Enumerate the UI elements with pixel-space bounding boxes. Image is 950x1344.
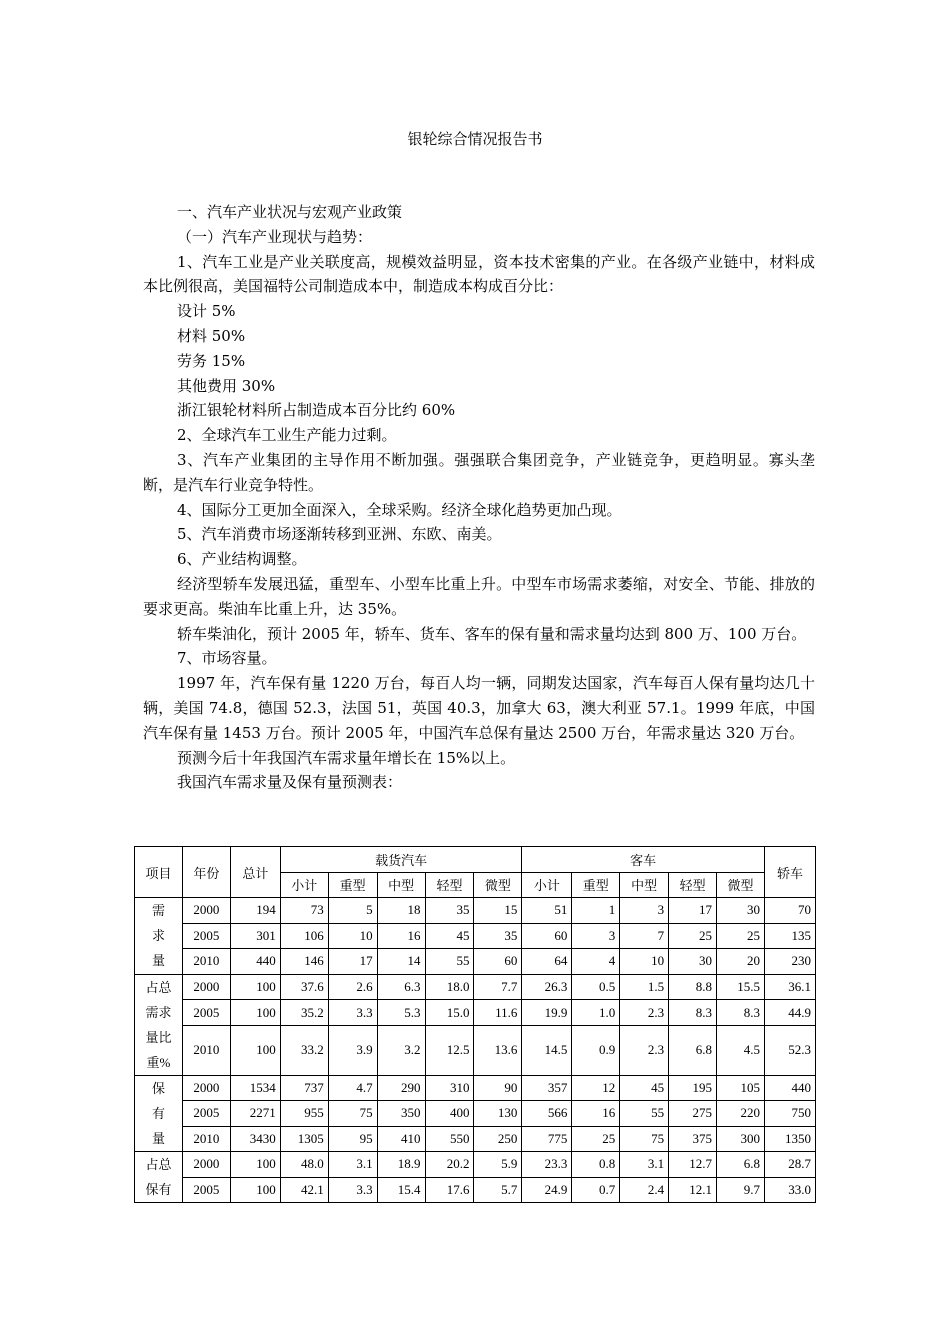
header-sub: 微型 bbox=[717, 872, 765, 898]
document-body bbox=[143, 200, 815, 795]
row-group-label-line: 需 bbox=[151, 903, 165, 919]
paragraph: 1997 年，汽车保有量 1220 万台，每百人均一辆，同期发达国家，汽车每百人保有量均达几十辆，美国 74.8，德国 52.3，法国 51，英国 40.3，加拿大 63，澳大利亚 57.1。1999 年底，中国汽车保有量 1453 万台。预计 2005 年，中国汽车总保有量达 2500 万台，年需求量达 320 万台。 bbox=[143, 674, 815, 742]
value-cell: 36.1 bbox=[764, 974, 815, 1000]
value-cell: 25 bbox=[717, 923, 765, 949]
value-cell: 3.2 bbox=[377, 1026, 425, 1076]
value-cell: 230 bbox=[764, 949, 815, 975]
value-cell: 100 bbox=[230, 974, 280, 1000]
value-cell: 1350 bbox=[764, 1126, 815, 1152]
value-cell: 60 bbox=[522, 923, 572, 949]
value-cell: 25 bbox=[572, 1126, 620, 1152]
header-total: 总计 bbox=[230, 847, 280, 898]
value-cell: 135 bbox=[764, 923, 815, 949]
value-cell: 6.3 bbox=[377, 974, 425, 1000]
year-cell: 2000 bbox=[182, 1152, 230, 1178]
value-cell: 300 bbox=[717, 1126, 765, 1152]
value-cell: 23.3 bbox=[522, 1152, 572, 1178]
value-cell: 37.6 bbox=[280, 974, 328, 1000]
value-cell: 440 bbox=[764, 1075, 815, 1101]
value-cell: 4.7 bbox=[328, 1075, 377, 1101]
year-cell: 2010 bbox=[182, 1026, 230, 1076]
table-row bbox=[135, 974, 816, 1000]
table-row bbox=[135, 1075, 816, 1101]
table-row bbox=[135, 923, 816, 949]
year-cell: 2005 bbox=[182, 1177, 230, 1203]
row-group-label bbox=[135, 1075, 183, 1152]
row-group-label-line: 保有 bbox=[145, 1182, 172, 1197]
value-cell: 566 bbox=[522, 1101, 572, 1127]
value-cell: 8.3 bbox=[669, 1000, 717, 1026]
value-cell: 18.9 bbox=[377, 1152, 425, 1178]
paragraph: 4、国际分工更加全面深入，全球采购。经济全球化趋势更加凸现。 bbox=[177, 500, 622, 519]
value-cell: 52.3 bbox=[764, 1026, 815, 1076]
value-cell: 64 bbox=[522, 949, 572, 975]
value-cell: 310 bbox=[425, 1075, 474, 1101]
value-cell: 3 bbox=[620, 898, 669, 924]
value-cell: 95 bbox=[328, 1126, 377, 1152]
section-heading: 一、汽车产业状况与宏观产业政策 bbox=[177, 203, 403, 221]
row-group-label-line: 求 bbox=[151, 928, 165, 944]
table-row bbox=[135, 1152, 816, 1178]
value-cell: 1.5 bbox=[620, 974, 669, 1000]
paragraph: 5、汽车消费市场逐渐转移到亚洲、东欧、南美。 bbox=[177, 525, 502, 544]
value-cell: 100 bbox=[230, 1152, 280, 1178]
value-cell: 33.2 bbox=[280, 1026, 328, 1076]
value-cell: 3.3 bbox=[328, 1000, 377, 1026]
paragraph: 7、市场容量。 bbox=[177, 649, 277, 668]
header-year: 年份 bbox=[182, 847, 230, 898]
value-cell: 550 bbox=[425, 1126, 474, 1152]
table-row bbox=[135, 898, 816, 924]
value-cell: 350 bbox=[377, 1101, 425, 1127]
year-cell: 2005 bbox=[182, 923, 230, 949]
header-item: 项目 bbox=[135, 847, 183, 898]
value-cell: 3.3 bbox=[328, 1177, 377, 1203]
row-group-label-line: 需求 bbox=[145, 1004, 172, 1020]
value-cell: 3 bbox=[572, 923, 620, 949]
value-cell: 30 bbox=[717, 898, 765, 924]
row-group-label-line: 量比 bbox=[145, 1029, 172, 1045]
row-group-label bbox=[135, 898, 183, 975]
subsection-heading: （一）汽车产业现状与趋势： bbox=[177, 227, 373, 246]
table-row bbox=[135, 1177, 816, 1203]
value-cell: 1 bbox=[572, 898, 620, 924]
value-cell: 75 bbox=[328, 1101, 377, 1127]
row-group-label-line: 保 bbox=[151, 1080, 165, 1096]
header-bus-group: 客车 bbox=[522, 847, 765, 873]
header-sub: 轻型 bbox=[669, 872, 717, 898]
year-cell: 2000 bbox=[182, 898, 230, 924]
value-cell: 55 bbox=[425, 949, 474, 975]
value-cell: 146 bbox=[280, 949, 328, 975]
value-cell: 45 bbox=[425, 923, 474, 949]
value-cell: 410 bbox=[377, 1126, 425, 1152]
value-cell: 0.7 bbox=[572, 1177, 620, 1203]
value-cell: 25 bbox=[669, 923, 717, 949]
row-group-label-line: 量 bbox=[151, 953, 165, 969]
header-sub: 小计 bbox=[280, 872, 328, 898]
value-cell: 0.5 bbox=[572, 974, 620, 1000]
value-cell: 10 bbox=[328, 923, 377, 949]
table-caption: 我国汽车需求量及保有量预测表： bbox=[177, 773, 403, 792]
value-cell: 737 bbox=[280, 1075, 328, 1101]
value-cell: 440 bbox=[230, 949, 280, 975]
value-cell: 28.7 bbox=[764, 1152, 815, 1178]
header-sub: 重型 bbox=[572, 872, 620, 898]
value-cell: 100 bbox=[230, 1026, 280, 1076]
value-cell: 8.8 bbox=[669, 974, 717, 1000]
paragraph: 3、汽车产业集团的主导作用不断加强。强强联合集团竞争，产业链竞争，更趋明显。寡头垄断，是汽车行业竞争特性。 bbox=[143, 450, 815, 494]
value-cell: 19.9 bbox=[522, 1000, 572, 1026]
value-cell: 14.5 bbox=[522, 1026, 572, 1076]
value-cell: 2.3 bbox=[620, 1000, 669, 1026]
row-group-label bbox=[135, 974, 183, 1075]
value-cell: 48.0 bbox=[280, 1152, 328, 1178]
value-cell: 9.7 bbox=[717, 1177, 765, 1203]
value-cell: 35 bbox=[474, 923, 522, 949]
value-cell: 12.7 bbox=[669, 1152, 717, 1178]
value-cell: 750 bbox=[764, 1101, 815, 1127]
cost-item: 设计 5% bbox=[177, 302, 236, 321]
value-cell: 195 bbox=[669, 1075, 717, 1101]
year-cell: 2010 bbox=[182, 949, 230, 975]
value-cell: 301 bbox=[230, 923, 280, 949]
year-cell: 2000 bbox=[182, 974, 230, 1000]
paragraph: 预测今后十年我国汽车需求量年增长在 15%以上。 bbox=[177, 748, 516, 767]
paragraph: 6、产业结构调整。 bbox=[177, 550, 307, 569]
value-cell: 194 bbox=[230, 898, 280, 924]
header-sub: 轻型 bbox=[425, 872, 474, 898]
header-sub: 中型 bbox=[377, 872, 425, 898]
header-sub: 中型 bbox=[620, 872, 669, 898]
header-sub: 微型 bbox=[474, 872, 522, 898]
value-cell: 2271 bbox=[230, 1101, 280, 1127]
paragraph: 2、全球汽车工业生产能力过剩。 bbox=[177, 426, 397, 445]
value-cell: 0.9 bbox=[572, 1026, 620, 1076]
value-cell: 5.9 bbox=[474, 1152, 522, 1178]
row-group-label-line: 有 bbox=[151, 1105, 165, 1121]
value-cell: 357 bbox=[522, 1075, 572, 1101]
value-cell: 16 bbox=[377, 923, 425, 949]
table-row bbox=[135, 1126, 816, 1152]
value-cell: 6.8 bbox=[669, 1026, 717, 1076]
table-row bbox=[135, 1101, 816, 1127]
value-cell: 8.3 bbox=[717, 1000, 765, 1026]
cost-item: 其他费用 30% bbox=[177, 376, 276, 395]
value-cell: 375 bbox=[669, 1126, 717, 1152]
value-cell: 42.1 bbox=[280, 1177, 328, 1203]
value-cell: 100 bbox=[230, 1177, 280, 1203]
value-cell: 3.1 bbox=[620, 1152, 669, 1178]
table-header-row bbox=[135, 847, 816, 873]
year-cell: 2000 bbox=[182, 1075, 230, 1101]
value-cell: 12.5 bbox=[425, 1026, 474, 1076]
value-cell: 955 bbox=[280, 1101, 328, 1127]
value-cell: 24.9 bbox=[522, 1177, 572, 1203]
value-cell: 45 bbox=[620, 1075, 669, 1101]
value-cell: 275 bbox=[669, 1101, 717, 1127]
value-cell: 73 bbox=[280, 898, 328, 924]
value-cell: 70 bbox=[764, 898, 815, 924]
row-group-label-line: 量 bbox=[151, 1130, 165, 1146]
value-cell: 130 bbox=[474, 1101, 522, 1127]
row-group-label-line: 占总 bbox=[145, 1157, 172, 1172]
value-cell: 15.5 bbox=[717, 974, 765, 1000]
header-truck-group: 载货汽车 bbox=[280, 847, 522, 873]
value-cell: 14 bbox=[377, 949, 425, 975]
value-cell: 6.8 bbox=[717, 1152, 765, 1178]
value-cell: 16 bbox=[572, 1101, 620, 1127]
paragraph: 1、汽车工业是产业关联度高，规模效益明显，资本技术密集的产业。在各级产业链中，材料成本比例很高，美国福特公司制造成本中，制造成本构成百分比： bbox=[143, 252, 815, 296]
value-cell: 4.5 bbox=[717, 1026, 765, 1076]
year-cell: 2005 bbox=[182, 1101, 230, 1127]
year-cell: 2005 bbox=[182, 1000, 230, 1026]
value-cell: 105 bbox=[717, 1075, 765, 1101]
value-cell: 75 bbox=[620, 1126, 669, 1152]
value-cell: 100 bbox=[230, 1000, 280, 1026]
value-cell: 2.3 bbox=[620, 1026, 669, 1076]
forecast-table bbox=[134, 846, 816, 1203]
paragraph: 经济型轿车发展迅猛，重型车、小型车比重上升。中型车市场需求萎缩，对安全、节能、排放的要求更高。柴油车比重上升，达 35%。 bbox=[143, 574, 815, 618]
value-cell: 5.7 bbox=[474, 1177, 522, 1203]
value-cell: 3.1 bbox=[328, 1152, 377, 1178]
paragraph: 轿车柴油化，预计 2005 年，轿车、货车、客车的保有量和需求量均达到 800 万、100 万台。 bbox=[177, 624, 807, 643]
value-cell: 7.7 bbox=[474, 974, 522, 1000]
value-cell: 15.4 bbox=[377, 1177, 425, 1203]
value-cell: 106 bbox=[280, 923, 328, 949]
value-cell: 17.6 bbox=[425, 1177, 474, 1203]
cost-item: 劳务 15% bbox=[177, 351, 246, 370]
table-row bbox=[135, 1026, 816, 1076]
value-cell: 30 bbox=[669, 949, 717, 975]
value-cell: 33.0 bbox=[764, 1177, 815, 1203]
value-cell: 11.6 bbox=[474, 1000, 522, 1026]
value-cell: 17 bbox=[669, 898, 717, 924]
value-cell: 13.6 bbox=[474, 1026, 522, 1076]
value-cell: 18 bbox=[377, 898, 425, 924]
value-cell: 4 bbox=[572, 949, 620, 975]
row-group-label bbox=[135, 1152, 183, 1203]
value-cell: 3.9 bbox=[328, 1026, 377, 1076]
row-group-label-line: 重% bbox=[146, 1054, 171, 1070]
value-cell: 250 bbox=[474, 1126, 522, 1152]
header-sub: 小计 bbox=[522, 872, 572, 898]
row-group-label-line: 占总 bbox=[145, 979, 172, 995]
value-cell: 15.0 bbox=[425, 1000, 474, 1026]
value-cell: 2.4 bbox=[620, 1177, 669, 1203]
value-cell: 12 bbox=[572, 1075, 620, 1101]
year-cell: 2010 bbox=[182, 1126, 230, 1152]
value-cell: 35.2 bbox=[280, 1000, 328, 1026]
header-sub: 重型 bbox=[328, 872, 377, 898]
value-cell: 775 bbox=[522, 1126, 572, 1152]
value-cell: 60 bbox=[474, 949, 522, 975]
value-cell: 1.0 bbox=[572, 1000, 620, 1026]
value-cell: 90 bbox=[474, 1075, 522, 1101]
value-cell: 12.1 bbox=[669, 1177, 717, 1203]
value-cell: 55 bbox=[620, 1101, 669, 1127]
value-cell: 5.3 bbox=[377, 1000, 425, 1026]
value-cell: 15 bbox=[474, 898, 522, 924]
value-cell: 44.9 bbox=[764, 1000, 815, 1026]
value-cell: 0.8 bbox=[572, 1152, 620, 1178]
value-cell: 400 bbox=[425, 1101, 474, 1127]
value-cell: 20 bbox=[717, 949, 765, 975]
value-cell: 7 bbox=[620, 923, 669, 949]
cost-item: 材料 50% bbox=[177, 326, 246, 345]
value-cell: 220 bbox=[717, 1101, 765, 1127]
table-row bbox=[135, 949, 816, 975]
table-row bbox=[135, 1000, 816, 1026]
paragraph: 浙江银轮材料所占制造成本百分比约 60% bbox=[177, 401, 456, 420]
value-cell: 20.2 bbox=[425, 1152, 474, 1178]
value-cell: 5 bbox=[328, 898, 377, 924]
value-cell: 1305 bbox=[280, 1126, 328, 1152]
value-cell: 2.6 bbox=[328, 974, 377, 1000]
value-cell: 3430 bbox=[230, 1126, 280, 1152]
value-cell: 18.0 bbox=[425, 974, 474, 1000]
value-cell: 290 bbox=[377, 1075, 425, 1101]
value-cell: 35 bbox=[425, 898, 474, 924]
value-cell: 26.3 bbox=[522, 974, 572, 1000]
value-cell: 10 bbox=[620, 949, 669, 975]
header-car: 轿车 bbox=[764, 847, 815, 898]
value-cell: 51 bbox=[522, 898, 572, 924]
document-title: 银轮综合情况报告书 bbox=[407, 130, 543, 148]
value-cell: 1534 bbox=[230, 1075, 280, 1101]
value-cell: 17 bbox=[328, 949, 377, 975]
